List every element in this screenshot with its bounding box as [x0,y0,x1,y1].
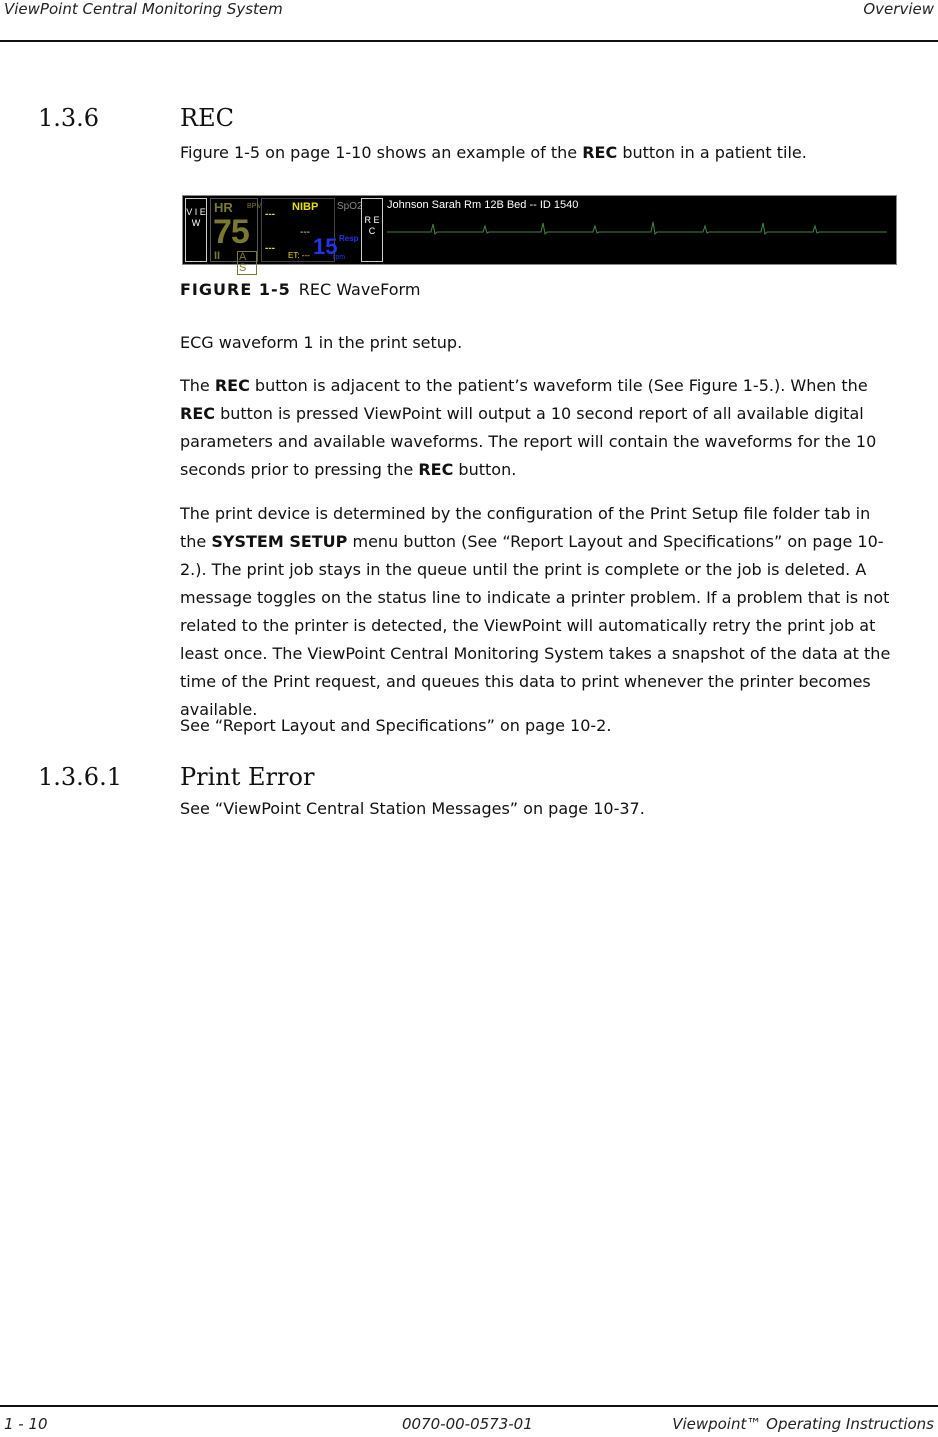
paragraph-1: ECG waveform 1 in the print setup. [180,333,463,352]
hr-value: 75 [213,213,249,251]
page-number: 1 - 10 [4,1415,48,1433]
document-number: 0070-00-0573-01 [402,1415,533,1433]
lead-label: II [214,250,221,262]
rec-button: R E C [361,198,383,262]
patient-info-line: Johnson Sarah Rm 12B Bed -- ID 1540 [387,199,579,211]
hr-parameter [210,198,263,274]
nibp-dashes-3: --- [265,243,275,254]
et-label: ET: --- [288,251,310,260]
patient-tile-figure [182,195,897,274]
spo2-parameter [313,198,363,262]
subsection-paragraph: See “ViewPoint Central Station Messages” on page 10-37. [180,799,645,818]
nibp-dashes-1: --- [265,209,275,220]
subsection-number: 1.3.6.1 [38,763,122,791]
page-header [0,0,938,42]
ecg-waveform [387,216,887,246]
intro-paragraph: Figure 1-5 on page 1-10 shows an example of the REC button in a patient tile. [180,143,807,162]
resp-label: Resp [339,234,359,243]
header-doc-title: ViewPoint Central Monitoring System [4,0,283,18]
section-number: 1.3.6 [38,104,100,132]
header-chapter: Overview [863,0,934,18]
spo2-label: SpO2 [337,201,363,212]
paragraph-4: See “Report Layout and Specifications” on page 10-2. [180,716,612,735]
paragraph-2: The REC button is adjacent to the patient’s waveform tile (See Figure 1-5.). When the REC button is pressed ViewPoint will output a 10 second report of all available digital parameters and available waveforms. The report will contain the waveforms for the 10 seconds prior to pressing the REC button. [180,376,877,479]
subsection-title: Print Error [180,763,315,791]
bpm-label: BPM [247,203,263,210]
nibp-dashes-2: --- [300,227,310,238]
figure-caption-text: REC WaveForm [298,280,421,299]
hr-label: HR [214,200,233,215]
page-footer [0,1405,938,1437]
view-button: V I E W [185,198,207,262]
section-title: REC [180,104,234,132]
figure-caption [180,280,420,299]
as-label: A S [237,251,257,275]
nibp-label: NIBP [292,201,319,213]
paragraph-3: The print device is determined by the configuration of the Print Setup file folder tab in the SYSTEM SETUP menu button (See “Report Layout and Specifications” on page 10-2.). The print job stays in the queue until the print is complete or the job is deleted. A message toggles on the status line to indicate a printer problem. If a problem that is not related to the printer is detected, the ViewPoint will automatically retry the print job at least once. The ViewPoint Central Monitoring System takes a snapshot of the data at the time of the Print request, and queues this data to print whenever the printer becomes available. [180,504,891,719]
spo2-value: 15 [313,234,338,259]
footer-manual-title: Viewpoint™ Operating Instructions [672,1415,934,1433]
rpm-label: rpm [333,254,346,261]
figure-number: FIGURE 1-5 [180,280,291,299]
